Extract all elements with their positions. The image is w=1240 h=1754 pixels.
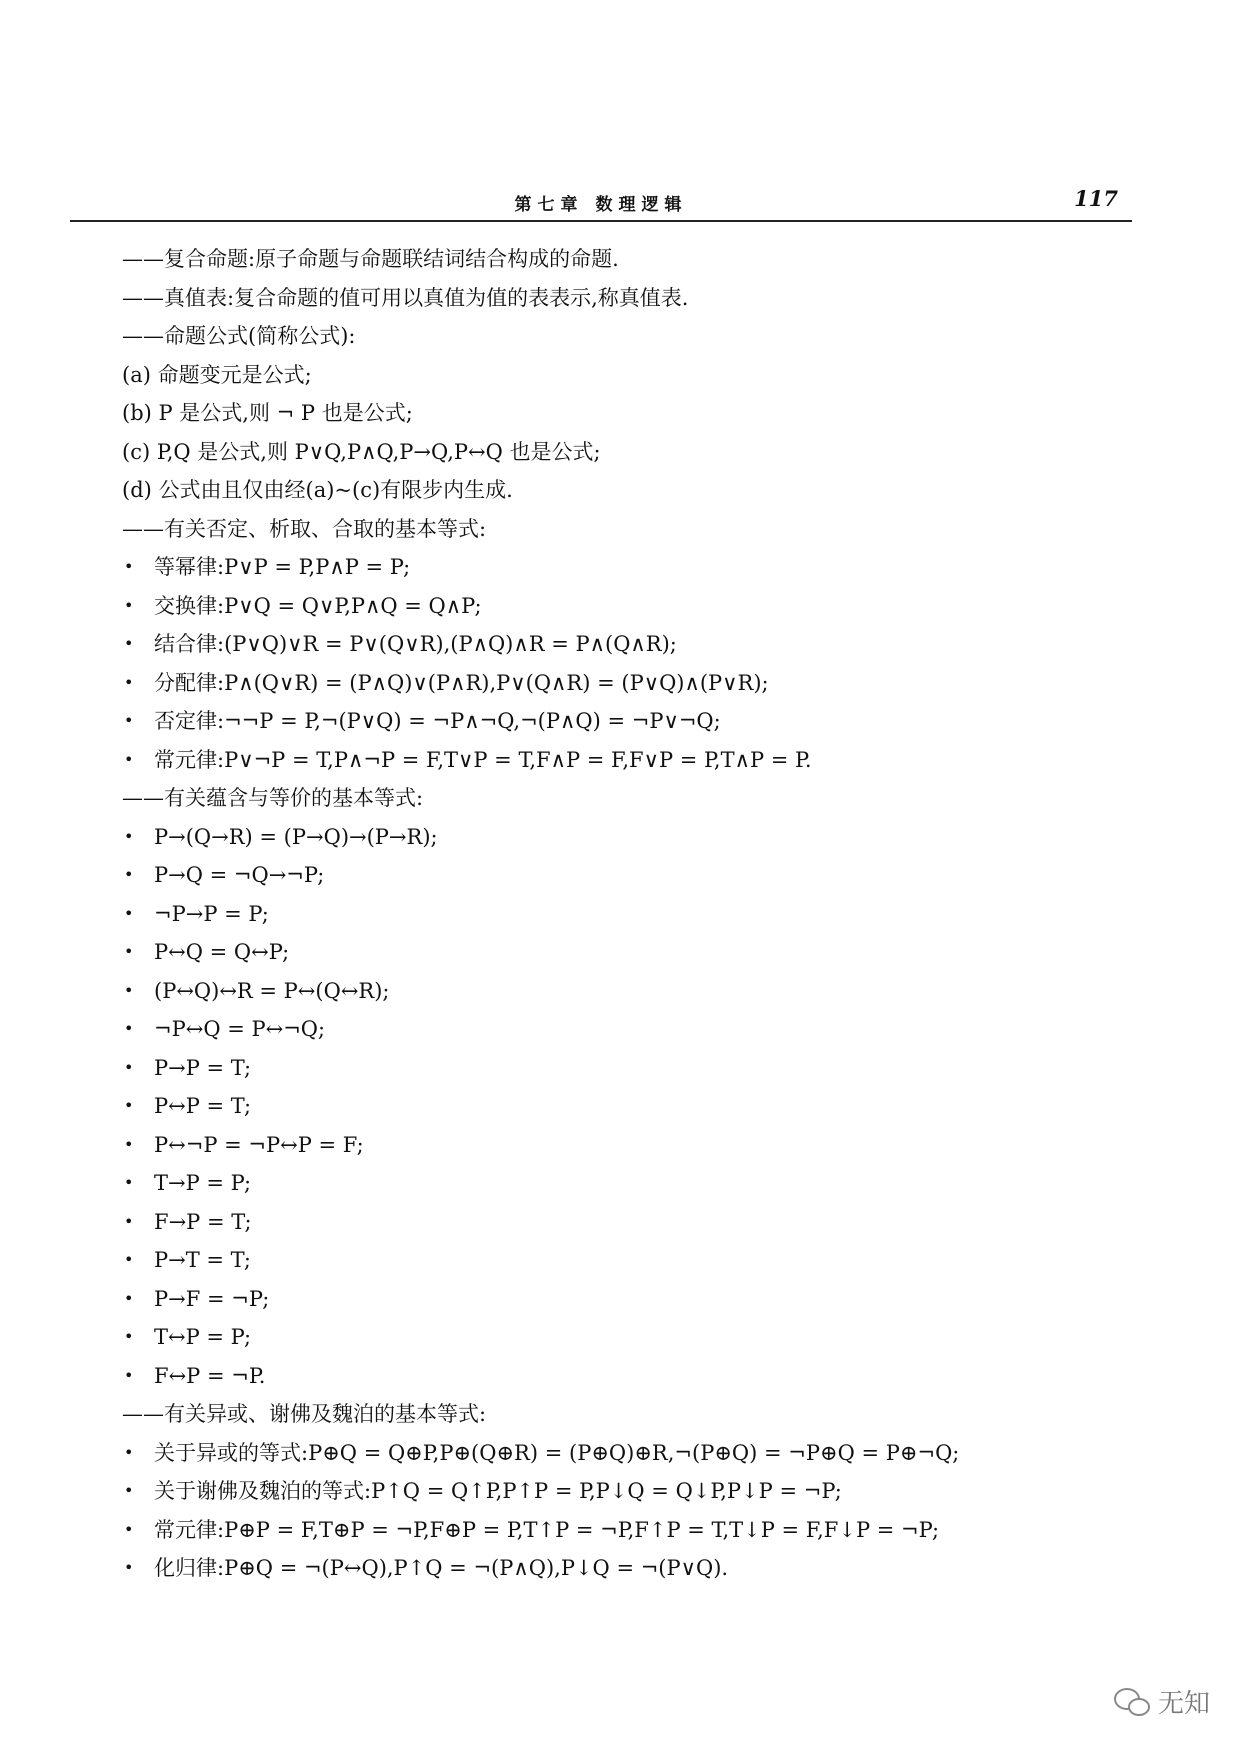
watermark-text: 无知 [1157, 1689, 1210, 1719]
bullet-icon: • [124, 1019, 134, 1038]
line-text: P→Q = ¬Q→¬P; [154, 863, 325, 887]
bullet-item [122, 702, 1132, 741]
bullet-icon: • [124, 980, 134, 1000]
bullet-icon: • [124, 557, 134, 576]
text-line [122, 510, 1132, 549]
bullet-item [122, 1203, 1132, 1242]
line-text: (d) 公式由且仅由经(a)~(c)有限步内生成. [122, 478, 513, 502]
watermark [1114, 1683, 1210, 1720]
bullet-icon: • [124, 826, 134, 846]
bullet-item [122, 1472, 1132, 1511]
line-text: (a) 命题变元是公式; [122, 362, 312, 387]
line-text: ¬P↔Q = P↔¬Q; [154, 1017, 326, 1041]
bullet-item [122, 1318, 1132, 1357]
bullet-icon: • [124, 1481, 134, 1500]
bullet-item [122, 972, 1132, 1011]
bullet-icon: • [124, 1288, 134, 1308]
bullet-icon: • [124, 1096, 134, 1115]
line-text: ——命题公式(简称公式): [122, 324, 356, 348]
bullet-icon: • [124, 672, 134, 692]
bullet-item [122, 1087, 1132, 1126]
bullet-icon: • [124, 749, 134, 769]
line-text: 交换律:P∨Q = Q∨P,P∧Q = Q∧P; [154, 593, 482, 618]
page-body [122, 240, 1132, 1588]
bullet-item [122, 625, 1132, 664]
bullet-item [122, 1010, 1132, 1049]
text-line [122, 1395, 1132, 1434]
line-text: F→P = T; [154, 1209, 252, 1234]
bullet-item [122, 1164, 1132, 1203]
line-text: (b) P 是公式,则 ¬ P 也是公式; [122, 401, 413, 425]
page-header [70, 186, 1132, 222]
line-text: (c) P,Q 是公式,则 P∨Q,P∧Q,P→Q,P↔Q 也是公式; [122, 439, 601, 464]
bullet-item [122, 1511, 1132, 1550]
bullet-icon: • [124, 942, 134, 961]
line-text: 否定律:¬¬P = P,¬(P∨Q) = ¬P∧¬Q,¬(P∧Q) = ¬P∨¬Q; [154, 709, 721, 733]
wechat-icon [1114, 1688, 1150, 1716]
line-text: ——真值表:复合命题的值可用以真值为值的表表示,称真值表. [122, 285, 689, 310]
bullet-item [122, 1280, 1132, 1319]
bullet-item [122, 741, 1132, 780]
line-text: T↔P = P; [154, 1325, 252, 1349]
text-line [122, 240, 1132, 279]
line-text: 结合律:(P∨Q)∨R = P∨(Q∨R),(P∧Q)∧R = P∧(Q∧R); [154, 632, 677, 656]
line-text: 常元律:P∨¬P = T,P∧¬P = F,T∨P = T,F∧P = F,F∨P = P,T∧P = P. [154, 747, 812, 772]
line-text: ——有关否定、析取、合取的基本等式: [122, 516, 487, 541]
line-text: P→P = T; [154, 1055, 252, 1080]
line-text: ——复合命题:原子命题与命题联结词结合构成的命题. [122, 247, 619, 271]
bullet-item [122, 1126, 1132, 1165]
bullet-icon: • [124, 1250, 134, 1269]
bullet-icon: • [124, 1134, 134, 1154]
line-text: P↔¬P = ¬P↔P = F; [154, 1132, 364, 1157]
bullet-item [122, 548, 1132, 587]
bullet-item [122, 587, 1132, 626]
bullet-item [122, 895, 1132, 934]
bullet-icon: • [124, 1327, 134, 1346]
bullet-icon: • [124, 903, 134, 923]
bullet-item [122, 664, 1132, 703]
line-text: 常元律:P⊕P = F,T⊕P = ¬P,F⊕P = P,T↑P = ¬P,F↑P = T,T↓P = F,F↓P = ¬P; [154, 1517, 940, 1542]
bullet-item [122, 1241, 1132, 1280]
bullet-icon: • [124, 1442, 134, 1462]
text-line [122, 279, 1132, 318]
text-line [122, 356, 1132, 395]
line-text: 关于异或的等式:P⊕Q = Q⊕P,P⊕(Q⊕R) = (P⊕Q)⊕R,¬(P⊕Q) = ¬P⊕Q = P⊕¬Q; [154, 1440, 960, 1465]
bullet-icon: • [124, 1211, 134, 1231]
line-text: P→T = T; [154, 1248, 252, 1272]
text-line [122, 471, 1132, 510]
text-line [122, 317, 1132, 356]
line-text: ——有关异或、谢佛及魏泊的基本等式: [122, 1402, 487, 1426]
line-text: P→(Q→R) = (P→Q)→(P→R); [154, 824, 438, 849]
bullet-icon: • [124, 634, 134, 653]
line-text: 分配律:P∧(Q∨R) = (P∧Q)∨(P∧R),P∨(Q∧R) = (P∨Q)∧(P∨R); [154, 670, 769, 695]
line-text: 化归律:P⊕Q = ¬(P↔Q),P↑Q = ¬(P∧Q),P↓Q = ¬(P∨Q). [154, 1556, 729, 1580]
text-line [122, 779, 1132, 818]
bullet-icon: • [124, 1365, 134, 1385]
bullet-item [122, 1434, 1132, 1473]
line-text: P→F = ¬P; [154, 1286, 270, 1311]
bullet-icon: • [124, 865, 134, 884]
chapter-title: 第七章 数理逻辑 [514, 195, 688, 215]
line-text: F↔P = ¬P. [154, 1363, 266, 1388]
bullet-icon: • [124, 1173, 134, 1192]
text-line [122, 394, 1132, 433]
line-text: 等幂律:P∨P = P,P∧P = P; [154, 555, 411, 579]
bullet-item [122, 933, 1132, 972]
bullet-icon: • [124, 711, 134, 730]
page-number: 117 [1074, 186, 1118, 211]
text-line [122, 433, 1132, 472]
bullet-icon: • [124, 1057, 134, 1077]
bullet-icon: • [124, 1519, 134, 1539]
bullet-item [122, 818, 1132, 857]
bullet-item [122, 856, 1132, 895]
line-text: ¬P→P = P; [154, 901, 269, 926]
bullet-icon: • [124, 595, 134, 615]
bullet-item [122, 1049, 1132, 1088]
line-text: 关于谢佛及魏泊的等式:P↑Q = Q↑P,P↑P = P,P↓Q = Q↓P,P↓P = ¬P; [154, 1479, 842, 1503]
line-text: P↔P = T; [154, 1094, 252, 1118]
line-text: P↔Q = Q↔P; [154, 940, 290, 964]
bullet-item [122, 1549, 1132, 1588]
bullet-item [122, 1357, 1132, 1396]
bullet-icon: • [124, 1558, 134, 1577]
line-text: ——有关蕴含与等价的基本等式: [122, 786, 424, 810]
line-text: (P↔Q)↔R = P↔(Q↔R); [154, 978, 390, 1003]
line-text: T→P = P; [154, 1171, 252, 1195]
